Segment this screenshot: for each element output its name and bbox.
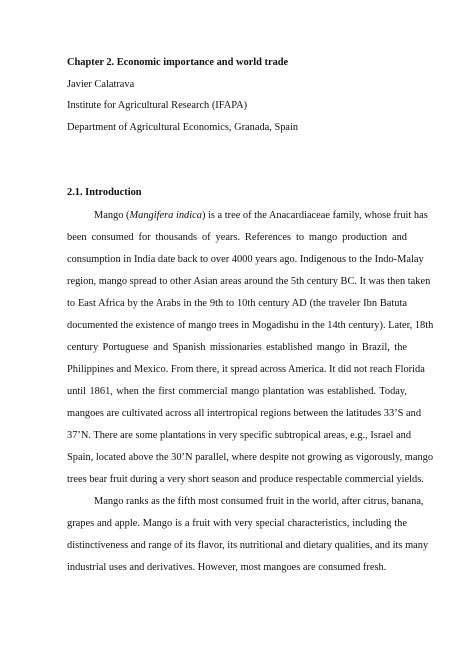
paragraph-1-line-1-end: ) is a tree of the Anacardiaceae family, whose fruit has — [201, 210, 428, 221]
paragraph-1-line-13: trees bear fruit during a very short season and produce respectable commercial yields. — [67, 474, 424, 485]
affiliation-department: Department of Agricultural Economics, Granada, Spain — [67, 122, 299, 133]
paragraph-2-line-4: industrial uses and derivatives. However, most mangoes are consumed fresh. — [67, 562, 387, 573]
paragraph-2-line-3: distinctiveness and range of its flavor, its nutritional and dietary qualities, and its many — [67, 540, 429, 551]
paragraph-1-line-7: century Portuguese and Spanish missionaries established mango in Brazil, the — [67, 342, 407, 353]
paragraph-1-line-10: mangoes are cultivated across all intertropical regions between the latitudes 33’S and — [67, 408, 422, 419]
chapter-title: Chapter 2. Economic importance and world trade — [67, 57, 289, 68]
paragraph-1-line-2: been consumed for thousands of years. References to mango production and — [67, 232, 407, 243]
section-heading: 2.1. Introduction — [67, 187, 142, 198]
paragraph-1-line-4: region, mango spread to other Asian areas around the 5th century BC. It was then taken — [67, 276, 431, 287]
paragraph-1-line-3: consumption in India date back to over 4000 years ago. Indigenous to the Indo-Malay — [67, 254, 424, 265]
affiliation-institute: Institute for Agricultural Research (IFAPA) — [67, 100, 248, 111]
paragraph-1-line-5: to East Africa by the Arabs in the 9th to 10th century AD (the traveler Ibn Batuta — [67, 298, 407, 309]
paragraph-1-line-1-start: Mango ( — [94, 210, 130, 221]
paragraph-2-line-2: grapes and apple. Mango is a fruit with very special characteristics, including the — [67, 518, 407, 529]
paragraph-1-line-8: Philippines and Mexico. From there, it spread across America. It did not reach Florida — [67, 364, 425, 375]
author-name: Javier Calatrava — [67, 79, 135, 90]
scientific-name: Mangifera indica — [129, 210, 202, 221]
paragraph-1-line-11: 37’N. There are some plantations in very specific subtropical areas, e.g., Israel and — [67, 430, 412, 441]
paragraph-1-line-1 — [94, 210, 428, 222]
paragraph-1-line-6: documented the existence of mango trees in Mogadishu in the 14th century). Later, 18th — [67, 320, 434, 331]
paragraph-1-line-12: Spain, located above the 30’N parallel, where despite not growing as vigorously, mango — [67, 452, 434, 463]
paragraph-2-line-1: Mango ranks as the fifth most consumed fruit in the world, after citrus, banana, — [94, 496, 424, 507]
paragraph-1-line-9: until 1861, when the first commercial mango plantation was established. Today, — [67, 386, 407, 397]
